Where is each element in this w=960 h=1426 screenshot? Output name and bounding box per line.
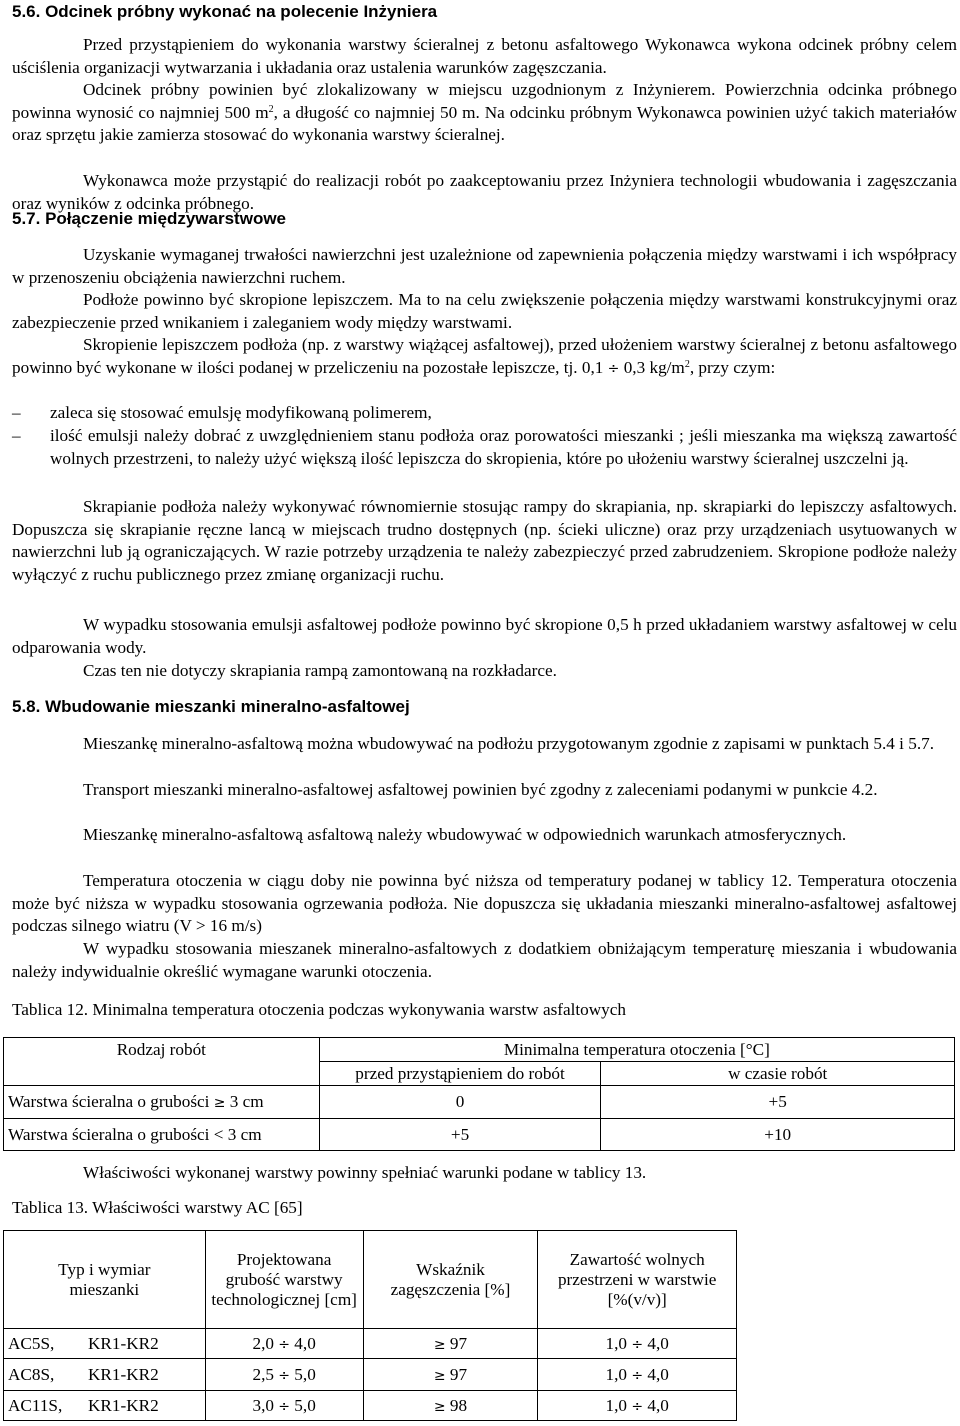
table-12-header-min-temp: Minimalna temperatura otoczenia [°C]	[319, 1038, 954, 1062]
s56-paragraph-2: Odcinek próbny powinien być zlokalizowany w miejscu uzgodnionym z Inżynierem. Powierzchnia odcinka próbnego powinna wynosić co najmniej 500 $m^2$, a długość co najmniej 50 m. Na odcinku próbnym Wykonawca powinien użyć takich materiałów oraz sprzętu jakie zamierza stosować do wykonania warstwy ścieralnej.	[12, 80, 957, 145]
bullet-text: ilość emulsji należy dobrać z uwzględnieniem stanu podłoża oraz porowatości mieszanki ; jeśli mieszanka ma większą zawartość wolnych przestrzeni, to należy użyć większą ilość lepiszcza do skropienia, które po ułożeniu warstwy ścieralnej uszczelni ją.	[50, 426, 957, 468]
s58-paragraph-2: Transport mieszanki mineralno-asfaltowej asfaltowej powinien być zgodny z zaleceniami podanymi w punkcie 4.2.	[83, 780, 878, 799]
greater-equal-symbol: ≥	[213, 1095, 226, 1111]
s58-paragraph-4: Temperatura otoczenia w ciągu doby nie powinna być niższa od temperatury podanej w tablicy 12. Temperatura otoczenia może być niższa w wypadku stosowania ogrzewania podłoża. Nie dopuszcza się układania mieszanki mineralno-asfaltowej asfaltowej podczas silnego wiatru (V > 16 m/s)	[12, 871, 957, 936]
s57-paragraph-3: Skropienie lepiszczem podłoża (np. z warstwy wiążącej asfaltowej), przed ułożeniem warstwy ścieralnej z betonu asfaltowego powinno być wykonane w ilości podanej w przeliczeniu na pozostałe lepiszcze, tj. 0,1 ÷ 0,3 $kg/m^2$, przy czym:	[12, 335, 957, 377]
table-13-caption: Tablica 13. Właściwości warstwy AC [65]	[12, 1198, 303, 1217]
table-12-header-before: przed przystąpieniem do robót	[319, 1062, 601, 1086]
table-13	[3, 1230, 737, 1421]
s57-paragraph-1: Uzyskanie wymaganej trwałości nawierzchni jest uzależnione od zapewnienia połączenia między warstwami i ich współpracy w przenoszeniu obciążenia nawierzchni ruchem.	[12, 245, 957, 287]
s57-paragraph-5: W wypadku stosowania emulsji asfaltowej podłoże powinno być skropione 0,5 h przed układaniem warstwy asfaltowej w celu odparowania wody.	[12, 615, 957, 657]
dash-bullet: –	[12, 426, 21, 445]
bullet-text: zaleca się stosować emulsję modyfikowaną polimerem,	[50, 403, 432, 422]
table-cell: ≥ 97	[363, 1329, 538, 1359]
table-12-header-during: w czasie robót	[601, 1062, 955, 1086]
divide-symbol: ÷	[607, 360, 620, 377]
table-cell: +5	[601, 1086, 955, 1119]
s57-paragraph-4: Skrapianie podłoża należy wykonywać równomiernie stosując rampy do skrapiania, np. skrapiarki do lepiszczy asfaltowych. Dopuszcza się skrapianie ręczne lancą w miejscach trudno dostępnych (np. ścieki uliczne) oraz przy urządzeniach usytuowanych w nawierzchni lub ją ograniczających. W razie potrzeby urządzenia te należy zabezpieczyć przed zabrudzeniem. Skropione podłoże należy wyłączyć z ruchu publicznego przez zmianę organizacji ruchu.	[12, 497, 957, 584]
table-row	[4, 1359, 737, 1391]
divide-symbol: ÷	[631, 1367, 644, 1384]
table-cell: ≥ 97	[363, 1359, 538, 1391]
table-row	[4, 1391, 737, 1421]
dash-bullet: –	[12, 403, 21, 422]
greater-equal-symbol: ≥	[433, 1367, 446, 1384]
s56-paragraph-3: Wykonawca może przystąpić do realizacji robót po zaakceptowaniu przez Inżyniera technologii wbudowania i zagęszczania oraz wyników z odcinka próbnego.	[12, 171, 957, 213]
table-cell: 2,0 ÷ 4,0	[205, 1329, 363, 1359]
table-cell: AC8S, KR1-KR2	[4, 1359, 206, 1391]
table-12-header-work: Rodzaj robót	[4, 1038, 320, 1086]
table-cell: Warstwa ścieralna o grubości < 3 cm	[4, 1119, 320, 1151]
table-cell: 3,0 ÷ 5,0	[205, 1391, 363, 1421]
section-5-8-heading: 5.8. Wbudowanie mieszanki mineralno-asfaltowej	[12, 697, 410, 716]
table-12-caption: Tablica 12. Minimalna temperatura otoczenia podczas wykonywania warstw asfaltowych	[12, 1000, 626, 1019]
s57-paragraph-6: Czas ten nie dotyczy skrapiania rampą zamontowaną na rozkładarce.	[83, 661, 557, 680]
s58-paragraph-1: Mieszankę mineralno-asfaltową można wbudowywać na podłożu przygotowanym zgodnie z zapisami w punktach 5.4 i 5.7.	[83, 734, 935, 753]
s58-paragraph-3: Mieszankę mineralno-asfaltową asfaltową należy wbudowywać w odpowiednich warunkach atmosferycznych.	[83, 825, 847, 844]
section-5-7-heading: 5.7. Połączenie międzywarstwowe	[12, 209, 287, 228]
table-12	[3, 1037, 955, 1151]
s57-paragraph-2: Podłoże powinno być skropione lepiszczem. Ma to na celu zwiększenie połączenia między warstwami konstrukcyjnymi oraz zabezpieczenie przed wnikaniem i zaleganiem wody między warstwami.	[12, 290, 957, 332]
divide-symbol: ÷	[278, 1398, 290, 1415]
table-cell: 1,0 ÷ 4,0	[538, 1391, 737, 1421]
s58-paragraph-5: W wypadku stosowania mieszanek mineralno-asfaltowych z dodatkiem obniżającym temperaturę mieszania i wbudowania należy indywidualnie określić wymagane warunki otoczenia.	[12, 939, 957, 981]
table-cell: 2,5 ÷ 5,0	[205, 1359, 363, 1391]
table-cell: 1,0 ÷ 4,0	[538, 1329, 737, 1359]
table-cell: 0	[319, 1086, 601, 1119]
section-5-6-heading: 5.6. Odcinek próbny wykonać na polecenie Inżyniera	[12, 2, 438, 21]
greater-equal-symbol: ≥	[433, 1336, 446, 1353]
table-13-header-type: Typ i wymiar mieszanki	[4, 1231, 206, 1329]
table-cell: AC11S, KR1-KR2	[4, 1391, 206, 1421]
divide-symbol: ÷	[278, 1367, 290, 1384]
table-cell: ≥ 98	[363, 1391, 538, 1421]
table-row	[4, 1086, 955, 1119]
greater-equal-symbol: ≥	[433, 1398, 446, 1415]
table-cell: AC5S, KR1-KR2	[4, 1329, 206, 1359]
table-13-header-voids: Zawartość wolnych przestrzeni w warstwie [%(v/v)]	[538, 1231, 737, 1329]
table-13-header-compaction: Wskaźnik zagęszczenia [%]	[363, 1231, 538, 1329]
table-cell: +10	[601, 1119, 955, 1151]
after-table-12-text: Właściwości wykonanej warstwy powinny spełniać warunki podane w tablicy 13.	[83, 1163, 647, 1182]
table-cell: 1,0 ÷ 4,0	[538, 1359, 737, 1391]
divide-symbol: ÷	[631, 1398, 644, 1415]
divide-symbol: ÷	[631, 1336, 644, 1353]
s56-paragraph-1: Przed przystąpieniem do wykonania warstwy ścieralnej z betonu asfaltowego Wykonawca wykona odcinek próbny celem uściślenia organizacji wytwarzania i układania oraz ustalenia warunków zagęszczania.	[12, 35, 957, 77]
table-row	[4, 1329, 737, 1359]
table-row	[4, 1119, 955, 1151]
table-cell: Warstwa ścieralna o grubości ≥ 3 cm	[4, 1086, 320, 1119]
table-13-header-thickness: Projektowana grubość warstwy technologicznej [cm]	[205, 1231, 363, 1329]
divide-symbol: ÷	[278, 1336, 290, 1353]
table-cell: +5	[319, 1119, 601, 1151]
